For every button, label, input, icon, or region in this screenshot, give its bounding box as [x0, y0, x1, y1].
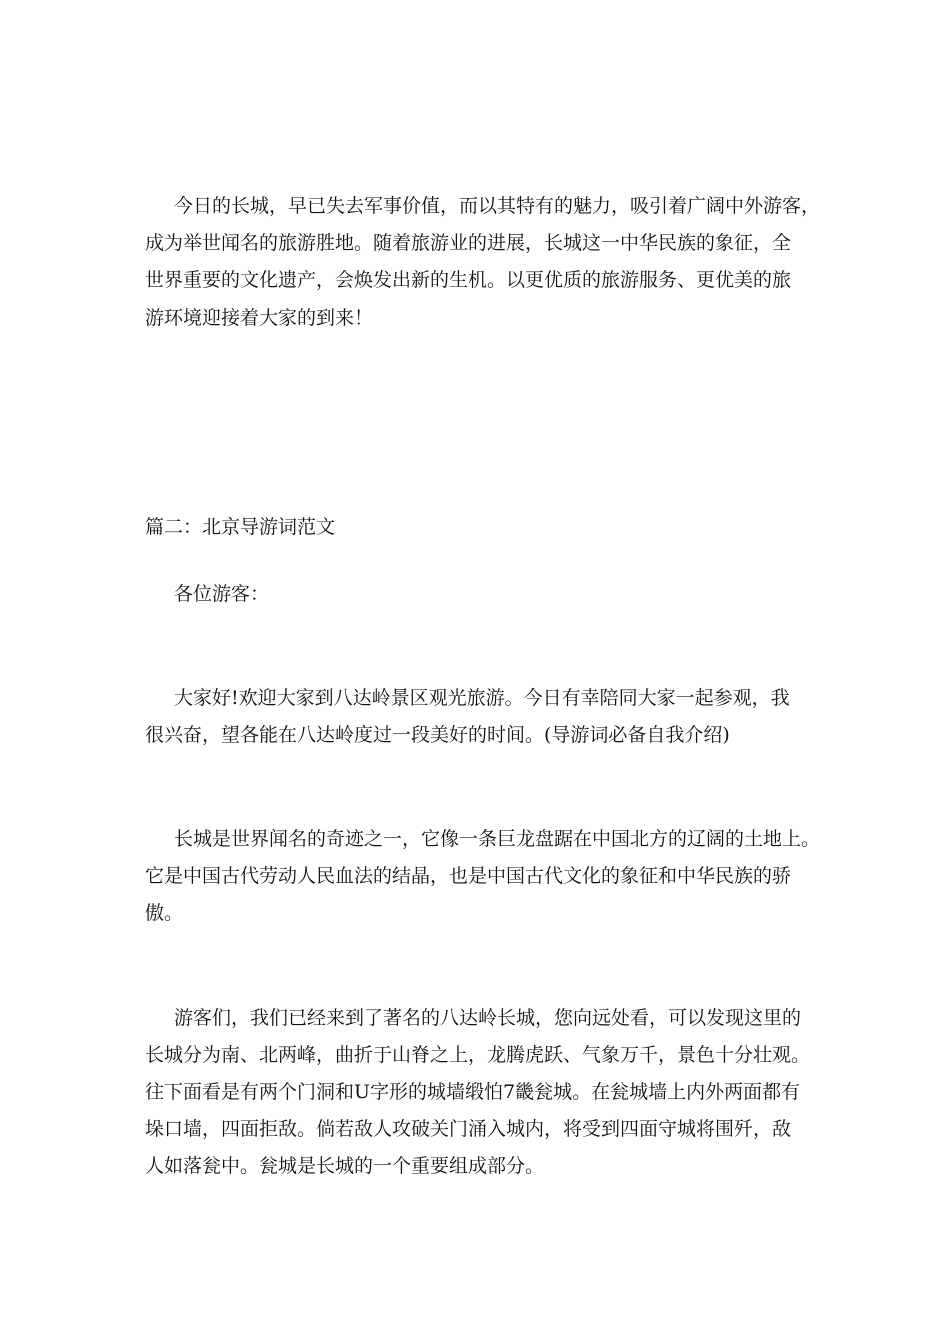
paragraph-line: 长城分为南、北两峰，曲折于山脊之上，龙腾虎跃、气象万千，景色十分壮观。 [145, 1044, 811, 1066]
section-heading: 篇二：北京导游词范文 [145, 516, 336, 538]
paragraph-line: 很兴奋，望各能在八达岭度过一段美好的时间。(导游词必备自我介绍) [145, 724, 730, 746]
paragraph-line: 人如落瓮中。瓮城是长城的一个重要组成部分。 [145, 1155, 545, 1177]
greeting: 各位游客： [174, 583, 270, 605]
paragraph-line: 成为举世闻名的旅游胜地。随着旅游业的进展，长城这一中华民族的象征，全 [145, 232, 792, 254]
paragraph-line: 傲。 [145, 902, 184, 924]
paragraph-line: 大家好!欢迎大家到八达岭景区观光旅游。今日有幸陪同大家一起参观，我 [174, 687, 790, 709]
paragraph-line: 游客们，我们已经来到了著名的八达岭长城，您向远处看，可以发现这里的 [174, 1007, 802, 1029]
paragraph-line: 世界重要的文化遗产，会焕发出新的生机。以更优质的旅游服务、更优美的旅 [145, 269, 792, 291]
paragraph-line: 垛口墙，四面拒敌。倘若敌人攻破关门涌入城内，将受到四面守城将围歼，敌 [145, 1118, 792, 1140]
paragraph-line: 游环境迎接着大家的到来！ [145, 307, 374, 329]
paragraph-line: 它是中国古代劳动人民血法的结晶，也是中国古代文化的象征和中华民族的骄 [145, 865, 792, 887]
paragraph-line: 长城是世界闻名的奇迹之一，它像一条巨龙盘踞在中国北方的辽阔的土地上。 [174, 828, 821, 850]
paragraph-line: 往下面看是有两个门洞和U字形的城墙缎怕7畿瓮城。在瓮城墙上内外两面都有 [145, 1081, 801, 1103]
paragraph-line: 今日的长城，早已失去军事价值，而以其特有的魅力，吸引着广阔中外游客， [174, 195, 821, 217]
